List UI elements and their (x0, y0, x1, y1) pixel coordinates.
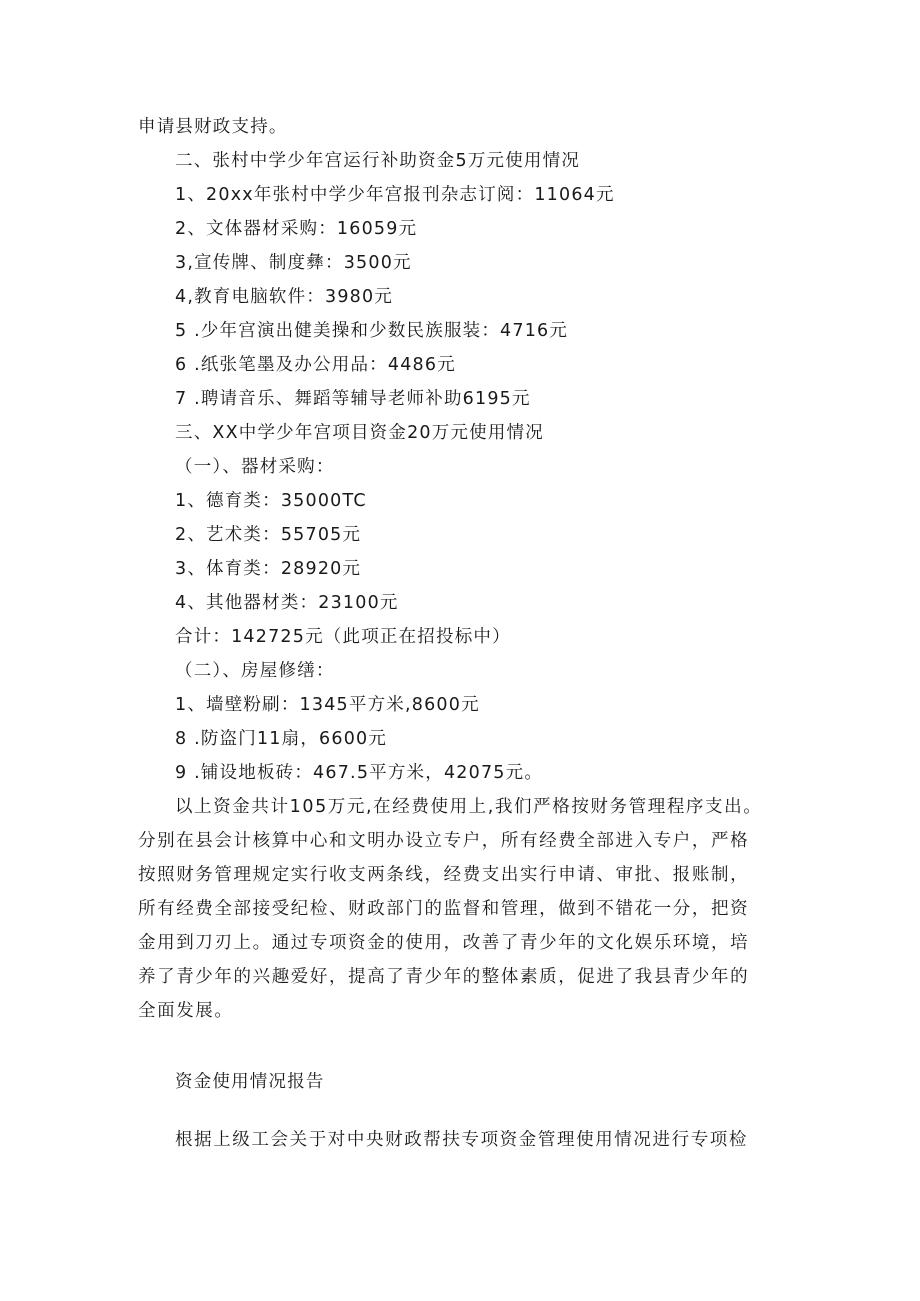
subsection-heading: （二）、房屋修缮： (175, 661, 335, 681)
section-heading: 二、张村中学少年宫运行补助资金5万元使用情况 (175, 151, 581, 171)
list-item: 4,教育电脑软件：3980元 (175, 287, 394, 307)
paragraph-line: 以上资金共计105万元,在经费使用上,我们严格按财务管理程序支出。 (175, 797, 763, 817)
paragraph-line: 养了青少年的兴趣爱好，提高了青少年的整体素质，促进了我县青少年的 (138, 967, 750, 987)
text-line: 申请县财政支持。 (138, 117, 288, 137)
list-item: 1、德育类：35000TC (175, 491, 367, 511)
list-item: 1、20xx年张村中学少年宫报刊杂志订阅：11064元 (175, 185, 615, 205)
list-item: 8 .防盗门11扇，6600元 (175, 729, 388, 749)
list-item: 2、艺术类：55705元 (175, 525, 362, 545)
paragraph-line: 所有经费全部接受纪检、财政部门的监督和管理，做到不错花一分，把资 (138, 899, 750, 919)
paragraph-line: 按照财务管理规定实行收支两条线，经费支出实行申请、审批、报账制， (138, 865, 750, 885)
list-item: 4、其他器材类：23100元 (175, 593, 399, 613)
section-heading: 三、XX中学少年宫项目资金20万元使用情况 (175, 423, 544, 443)
subsection-heading: （一）、器材采购： (175, 457, 335, 477)
paragraph-line: 根据上级工会关于对中央财政帮扶专项资金管理使用情况进行专项检 (175, 1130, 748, 1150)
list-item: 7 .聘请音乐、舞蹈等辅导老师补助6195元 (175, 389, 531, 409)
list-item: 3,宣传牌、制度彝：3500元 (175, 253, 412, 273)
paragraph-line: 全面发展。 (138, 1001, 234, 1021)
list-item: 1、墙壁粉刷：1345平方米,8600元 (175, 695, 480, 715)
list-item: 5 .少年宫演出健美操和少数民族服装：4716元 (175, 321, 569, 341)
paragraph-line: 金用到刀刃上。通过专项资金的使用，改善了青少年的文化娱乐环境，培 (138, 933, 750, 953)
list-item: 9 .铺设地板砖：467.5平方米，42075元。 (175, 763, 544, 783)
list-item: 6 .纸张笔墨及办公用品：4486元 (175, 355, 456, 375)
paragraph-line: 分别在县会计核算中心和文明办设立专户，所有经费全部进入专户，严格 (138, 831, 750, 851)
total-line: 合计：142725元（此项正在招投标中） (175, 627, 511, 647)
list-item: 3、体育类：28920元 (175, 559, 362, 579)
report-title: 资金使用情况报告 (175, 1072, 325, 1092)
list-item: 2、文体器材采购：16059元 (175, 219, 418, 239)
